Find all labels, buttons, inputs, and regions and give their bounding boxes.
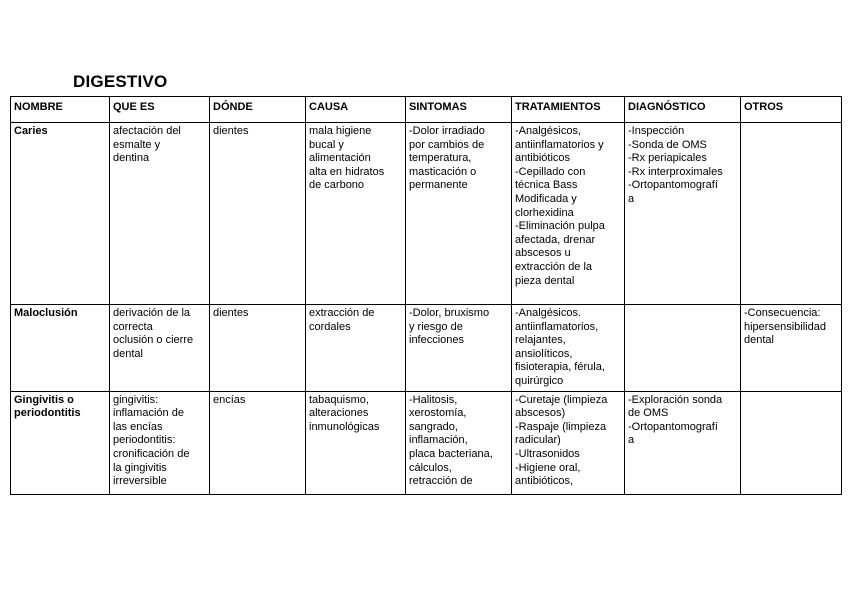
cell-text-line: la gingivitis <box>113 461 167 474</box>
cell-text-line: Maloclusión <box>14 307 78 319</box>
column-header-nombre: NOMBRE <box>11 97 110 123</box>
column-header-causa: CAUSA <box>306 97 406 123</box>
cell-text-line: -Dolor, bruxismo <box>409 307 490 319</box>
cell-text-line: por cambios de <box>409 138 485 151</box>
cell-text-line: temperatura, <box>409 152 472 165</box>
cell-text-line: Caries <box>14 125 48 137</box>
cell-text-line: alta en hidratos <box>309 165 385 178</box>
cell-text-line: extracción de <box>309 307 375 319</box>
cell-text-line: -Eliminación pulpa <box>515 220 605 233</box>
cell-text-line: -Rx periapicales <box>628 152 707 165</box>
column-header-que-es: QUE ES <box>110 97 210 123</box>
column-header-tratamientos: TRATAMIENTOS <box>512 97 625 123</box>
cell-text-line: dental <box>744 334 774 347</box>
cell-que-es <box>110 305 210 392</box>
cell-text-line: -Curetaje (limpieza <box>515 393 608 406</box>
page-title: DIGESTIVO <box>73 72 168 91</box>
cell-text-line: cronificación de <box>113 447 190 460</box>
cell-que-es <box>110 391 210 494</box>
diseases-table <box>10 96 842 495</box>
cell-sintomas <box>406 305 512 392</box>
cell-text-line: Modificada y <box>515 192 577 205</box>
cell-text-line: antibióticos, <box>515 475 574 488</box>
cell-diagnostico <box>625 123 741 305</box>
cell-text-line: gingivitis: <box>113 393 159 406</box>
cell-text-line: xerostomía, <box>409 407 467 420</box>
cell-text-line: cordales <box>309 320 351 333</box>
cell-text-line: -Cepillado con <box>515 165 586 178</box>
cell-causa <box>306 391 406 494</box>
cell-text-line: mala higiene <box>309 125 372 137</box>
cell-que-es <box>110 123 210 305</box>
cell-text-line: afectada, drenar <box>515 233 596 246</box>
cell-text-line: correcta <box>113 320 153 333</box>
cell-text-line: inmunológicas <box>309 420 380 433</box>
cell-sintomas <box>406 391 512 494</box>
cell-text-line: antiinflamatorios, <box>515 320 599 333</box>
cell-otros <box>741 391 842 494</box>
cell-donde <box>210 305 306 392</box>
cell-diagnostico <box>625 391 741 494</box>
cell-text-line: -Consecuencia: <box>744 307 821 319</box>
cell-text-line: dientes <box>213 125 249 137</box>
cell-text-line: relajantes, <box>515 334 566 347</box>
cell-text-line: periodontitis: <box>113 434 176 447</box>
cell-text-line: -Ultrasonidos <box>515 447 580 460</box>
cell-text-line: alteraciones <box>309 407 369 420</box>
table-header-row <box>11 97 842 123</box>
cell-text-line: oclusión o cierre <box>113 334 194 347</box>
column-header-sintomas: SINTOMAS <box>406 97 512 123</box>
cell-text-line: bucal y <box>309 138 344 151</box>
cell-tratamientos <box>512 123 625 305</box>
cell-text-line: abscesos u <box>515 247 571 260</box>
cell-tratamientos <box>512 391 625 494</box>
cell-text-line: -Ortopantomografí <box>628 420 718 433</box>
cell-text-line: masticación o <box>409 165 477 178</box>
cell-text-line: placa bacteriana, <box>409 447 493 460</box>
cell-text-line: -Inspección <box>628 125 685 137</box>
cell-text-line: a <box>628 192 635 205</box>
cell-text-line: dentina <box>113 152 150 165</box>
cell-text-line: hipersensibilidad <box>744 320 826 333</box>
cell-text-line: -Dolor irradiado <box>409 125 485 137</box>
cell-text-line: pieza dental <box>515 274 575 287</box>
cell-text-line: esmalte y <box>113 138 161 151</box>
column-header-donde: DÓNDE <box>210 97 306 123</box>
cell-text-line: permanente <box>409 179 468 192</box>
cell-text-line: radicular) <box>515 434 561 447</box>
cell-text-line: antiinflamatorios y <box>515 138 604 151</box>
cell-text-line: -Raspaje (limpieza <box>515 420 607 433</box>
cell-text-line: -Higiene oral, <box>515 461 581 474</box>
cell-text-line: clorhexidina <box>515 206 574 219</box>
cell-text-line: dientes <box>213 307 249 319</box>
cell-text-line: y riesgo de <box>409 320 463 333</box>
cell-text-line: las encías <box>113 420 163 433</box>
cell-causa <box>306 305 406 392</box>
column-header-otros: OTROS <box>741 97 842 123</box>
cell-text-line: extracción de la <box>515 260 593 273</box>
cell-tratamientos <box>512 305 625 392</box>
cell-nombre <box>11 391 110 494</box>
cell-text-line: cálculos, <box>409 461 452 474</box>
cell-text-line: técnica Bass <box>515 179 578 192</box>
table-row <box>11 391 842 494</box>
cell-donde <box>210 391 306 494</box>
cell-nombre <box>11 123 110 305</box>
cell-text-line: retracción de <box>409 475 473 488</box>
cell-text-line: inflamación de <box>113 407 184 420</box>
cell-text-line: afectación del <box>113 125 181 137</box>
cell-text-line: encías <box>213 393 246 406</box>
cell-donde <box>210 123 306 305</box>
cell-text-line: alimentación <box>309 152 371 165</box>
cell-text-line: Gingivitis o <box>14 393 74 406</box>
cell-sintomas <box>406 123 512 305</box>
cell-text-line: a <box>628 434 635 447</box>
cell-text-line: irreversible <box>113 475 167 488</box>
cell-text-line: -Ortopantomografí <box>628 179 718 192</box>
cell-text-line: dental <box>113 347 143 360</box>
cell-text-line: de OMS <box>628 407 669 420</box>
cell-text-line: periodontitis <box>14 407 81 420</box>
cell-text-line: infecciones <box>409 334 465 347</box>
cell-text-line: -Exploración sonda <box>628 393 723 406</box>
cell-otros <box>741 123 842 305</box>
cell-text-line: -Analgésicos, <box>515 125 582 137</box>
cell-text-line: inflamación, <box>409 434 468 447</box>
cell-text-line: tabaquismo, <box>309 393 369 406</box>
table-row <box>11 305 842 392</box>
cell-text-line: quirúrgico <box>515 374 564 387</box>
cell-text-line: -Analgésicos. <box>515 307 582 319</box>
cell-text-line: -Rx interproximales <box>628 165 723 178</box>
cell-nombre <box>11 305 110 392</box>
table-row <box>11 123 842 305</box>
cell-text-line: derivación de la <box>113 307 191 319</box>
cell-otros <box>741 305 842 392</box>
cell-text-line: sangrado, <box>409 420 458 433</box>
cell-text-line: antibióticos <box>515 152 571 165</box>
cell-diagnostico <box>625 305 741 392</box>
cell-text-line: -Sonda de OMS <box>628 138 707 151</box>
cell-text-line: -Halitosis, <box>409 393 458 406</box>
cell-causa <box>306 123 406 305</box>
cell-text-line: abscesos) <box>515 407 566 420</box>
cell-text-line: fisioterapia, férula, <box>515 361 605 374</box>
column-header-diagnostico: DIAGNÓSTICO <box>625 97 741 123</box>
cell-text-line: ansiolíticos, <box>515 347 573 360</box>
cell-text-line: de carbono <box>309 179 365 192</box>
